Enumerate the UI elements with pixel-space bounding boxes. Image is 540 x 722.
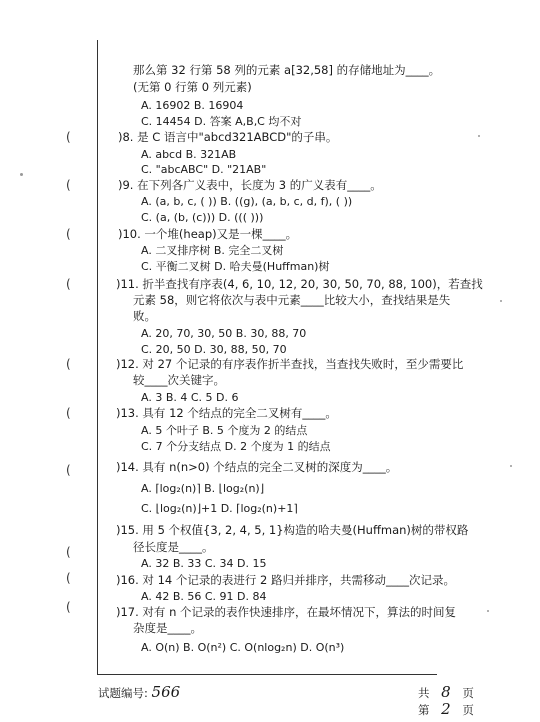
answer-options: C. 7 个分支结点 D. 2 个度为 1 的结点 <box>141 440 331 453</box>
page-value: 2 <box>441 700 451 718</box>
page-unit: 页 <box>462 703 474 717</box>
question-line: (无第 0 行第 0 列元素) <box>133 80 252 94</box>
exam-code-value: 566 <box>151 683 181 701</box>
answer-options: A. 二叉排序树 B. 完全二叉树 <box>141 244 284 257</box>
question-line: 杂度是____。 <box>133 621 202 635</box>
page-total <box>418 683 474 701</box>
answer-paren: ( <box>66 406 71 420</box>
question-line: 元素 58，则它将依次与表中元素____比较大小，查找结果是失 <box>133 293 451 307</box>
answer-options: C. (a, (b, (c))) D. ((( ))) <box>141 211 264 224</box>
answer-paren: ( <box>66 600 71 614</box>
answer-options: A. ⌈log₂(n)⌉ B. ⌊log₂(n)⌋ <box>141 482 264 495</box>
answer-options: A. O(n) B. O(n²) C. O(nlog₂n) D. O(n³) <box>141 641 345 654</box>
margin-line <box>97 40 98 675</box>
answer-options: A. 16902 B. 16904 <box>141 99 244 112</box>
answer-options: C. "abcABC" D. "21AB" <box>141 163 267 176</box>
page-label: 第 <box>418 703 430 717</box>
question-11: )11. 折半查找有序表(4, 6, 10, 12, 20, 30, 50, 70, 88, 100)，若查找 <box>116 277 483 291</box>
answer-options: A. 20, 70, 30, 50 B. 30, 88, 70 <box>141 327 307 340</box>
question-8: )8. 是 C 语言中"abcd321ABCD"的子串。 <box>118 130 338 144</box>
question-line: 那么第 32 行第 58 列的元素 a[32,58] 的存储地址为____。 <box>133 63 441 77</box>
scan-speck <box>500 300 502 302</box>
scan-speck <box>478 135 480 137</box>
answer-paren: ( <box>66 463 71 477</box>
question-16: )16. 对 14 个记录的表进行 2 路归并排序，共需移动____次记录。 <box>116 573 456 587</box>
total-value: 8 <box>441 683 451 701</box>
total-label: 共 <box>418 686 430 700</box>
question-line: 径长度是____。 <box>133 540 214 554</box>
answer-options: A. abcd B. 321AB <box>141 148 237 161</box>
scan-speck <box>510 465 512 467</box>
question-15: )15. 用 5 个权值{3, 2, 4, 5, 1}构造的哈夫曼(Huffman)树的带权路 <box>116 523 469 537</box>
answer-paren: ( <box>66 277 71 291</box>
answer-options: A. (a, b, c, ( )) B. ((g), (a, b, c, d, f), ( )) <box>141 195 353 208</box>
answer-paren: ( <box>66 227 71 241</box>
answer-paren: ( <box>66 130 71 144</box>
answer-options: A. 32 B. 33 C. 34 D. 15 <box>141 557 267 570</box>
answer-options: C. ⌊log₂(n)⌋+1 D. ⌈log₂(n)+1⌉ <box>141 502 298 515</box>
question-10: )10. 一个堆(heap)又是一棵____。 <box>118 227 298 241</box>
answer-options: C. 平衡二叉树 D. 哈夫曼(Huffman)树 <box>141 260 330 273</box>
total-unit: 页 <box>462 686 474 700</box>
answer-options: C. 20, 50 D. 30, 88, 50, 70 <box>141 343 287 356</box>
question-12: )12. 对 27 个记录的有序表作折半查找，当查找失败时，至少需要比 <box>116 357 464 371</box>
scan-speck <box>487 610 489 612</box>
question-17: )17. 对有 n 个记录的表作快速排序，在最坏情况下，算法的时间复 <box>116 605 457 619</box>
exam-code <box>98 683 180 701</box>
answer-options: A. 5 个叶子 B. 5 个度为 2 的结点 <box>141 424 308 437</box>
answer-paren: ( <box>66 357 71 371</box>
bottom-line <box>97 674 437 675</box>
answer-paren: ( <box>66 571 71 585</box>
answer-paren: ( <box>66 545 71 559</box>
question-13: )13. 具有 12 个结点的完全二叉树有____。 <box>116 406 337 420</box>
page-number <box>418 700 474 718</box>
question-line: 败。 <box>133 309 156 323</box>
answer-options: A. 3 B. 4 C. 5 D. 6 <box>141 391 239 404</box>
answer-options: A. 42 B. 56 C. 91 D. 84 <box>141 590 267 603</box>
scan-speck <box>20 173 23 176</box>
answer-options: C. 14454 D. 答案 A,B,C 均不对 <box>141 115 302 128</box>
exam-code-label: 试题编号: <box>98 686 148 700</box>
question-line: 较____次关键字。 <box>133 373 225 387</box>
question-14: )14. 具有 n(n>0) 个结点的完全二叉树的深度为____。 <box>116 460 398 474</box>
answer-paren: ( <box>66 178 71 192</box>
question-9: )9. 在下列各广义表中，长度为 3 的广义表有____。 <box>118 178 382 192</box>
